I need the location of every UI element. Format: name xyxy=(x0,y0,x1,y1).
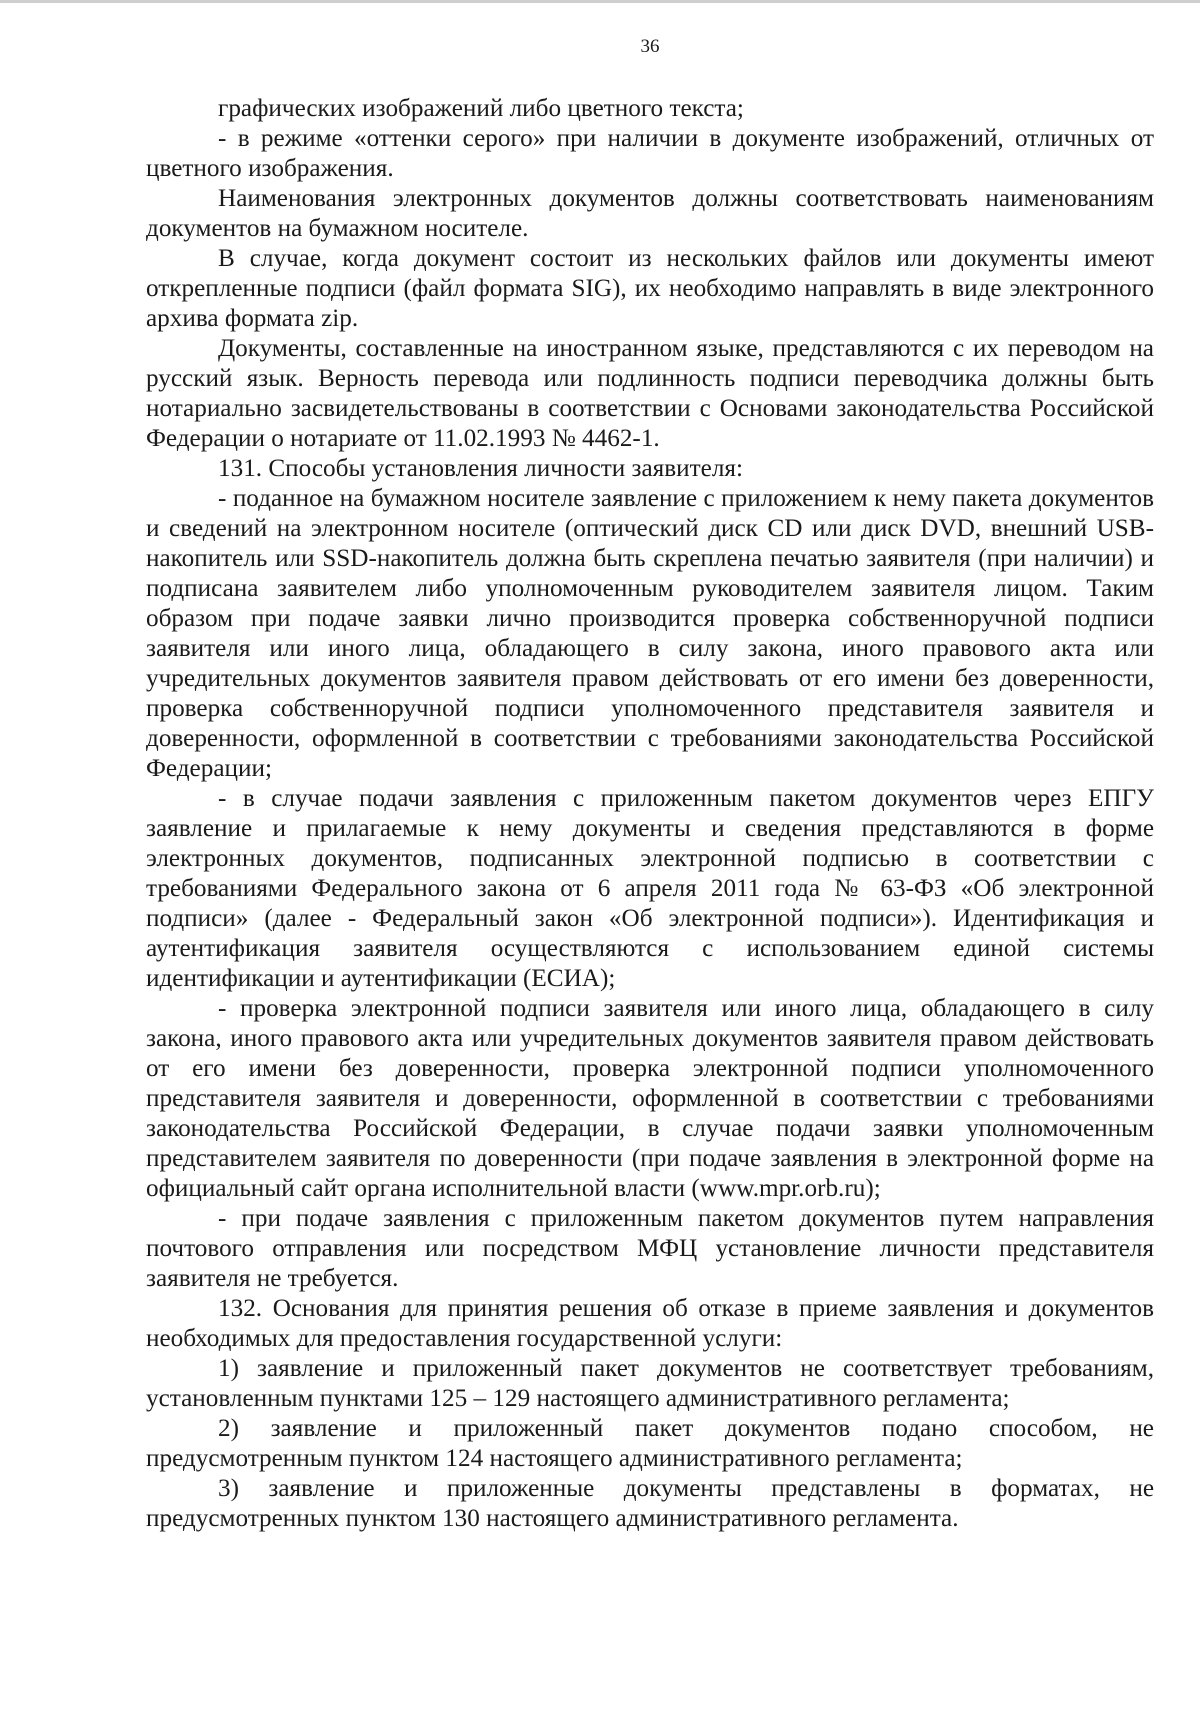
list-item-2: 2) заявление и приложенный пакет документов подано способом, не предусмотренным пунктом 124 настоящего административного регламента; xyxy=(146,1415,1154,1472)
list-item-1: 1) заявление и приложенный пакет документов не соответствует требованиям, установленным пунктами 125 – 129 настоящего административного регламента; xyxy=(146,1355,1154,1412)
document-body xyxy=(146,94,1154,1534)
page-top-edge xyxy=(0,0,1200,3)
paragraph-grayscale-continuation: графических изображений либо цветного текста; xyxy=(218,95,744,122)
paragraph-zip-archive: В случае, когда документ состоит из нескольких файлов или документы имеют открепленные подписи (файл формата SIG), их необходимо направлять в виде электронного архива формата zip. xyxy=(146,245,1154,332)
paragraph-paper-submission: - поданное на бумажном носителе заявление с приложением к нему пакета документов и сведений на электронном носителе (оптический диск CD или диск DVD, внешний USB-накопитель или SSD-накопитель должна быть скреплена печатью заявителя (при наличии) и подписана заявителем либо уполномоченным руководителем заявителя лицом. Таким образом при подаче заявки лично производится проверка собственноручной подписи заявителя или иного лица, обладающего в силу закона, иного правового акта или учредительных документов заявителя правом действовать от его имени без доверенности, проверка собственноручной подписи уполномоченного представителя заявителя и доверенности, оформленной в соответствии с требованиями законодательства Российской Федерации; xyxy=(146,485,1154,782)
section-131-heading: 131. Способы установления личности заявителя: xyxy=(218,455,743,482)
paragraph-postal-submission: - при подаче заявления с приложенным пакетом документов путем направления почтового отправления или посредством МФЦ установление личности представителя заявителя не требуется. xyxy=(146,1205,1154,1292)
paragraph-signature-check: - проверка электронной подписи заявителя или иного лица, обладающего в силу закона, иного правового акта или учредительных документов заявителя правом действовать от его имени без доверенности, проверка электронной подписи уполномоченного представителя заявителя и доверенности, оформленной в соответствии с требованиями законодательства Российской Федерации, в случае подачи заявки уполномоченным представителем заявителя по доверенности (при подаче заявления в электронной форме на официальный сайт органа исполнительной власти (www.mpr.orb.ru); xyxy=(146,995,1154,1202)
section-132-heading: 132. Основания для принятия решения об отказе в приеме заявления и документов необходимых для предоставления государственной услуги: xyxy=(146,1295,1154,1352)
page-number: 36 xyxy=(640,36,660,57)
paragraph-foreign-language: Документы, составленные на иностранном языке, представляются с их переводом на русский язык. Верность перевода или подлинность подписи переводчика должны быть нотариально засвидетельствованы в соответствии с Основами законодательства Российской Федерации о нотариате от 11.02.1993 № 4462-1. xyxy=(146,335,1154,452)
list-item-3: 3) заявление и приложенные документы представлены в форматах, не предусмотренных пунктом 130 настоящего административного регламента. xyxy=(146,1475,1154,1532)
paragraph-epgu-submission: - в случае подачи заявления с приложенным пакетом документов через ЕПГУ заявление и прилагаемые к нему документы и сведения представляются в форме электронных документов, подписанных электронной подписью в соответствии с требованиями Федерального закона от 6 апреля 2011 года № 63-ФЗ «Об электронной подписи» (далее - Федеральный закон «Об электронной подписи»). Идентификация и аутентификация заявителя осуществляются с использованием единой системы идентификации и аутентификации (ЕСИА); xyxy=(146,785,1154,992)
paragraph-grayscale-mode: - в режиме «оттенки серого» при наличии в документе изображений, отличных от цветного изображения. xyxy=(146,125,1154,182)
paragraph-document-names: Наименования электронных документов должны соответствовать наименованиям документов на бумажном носителе. xyxy=(146,185,1154,242)
